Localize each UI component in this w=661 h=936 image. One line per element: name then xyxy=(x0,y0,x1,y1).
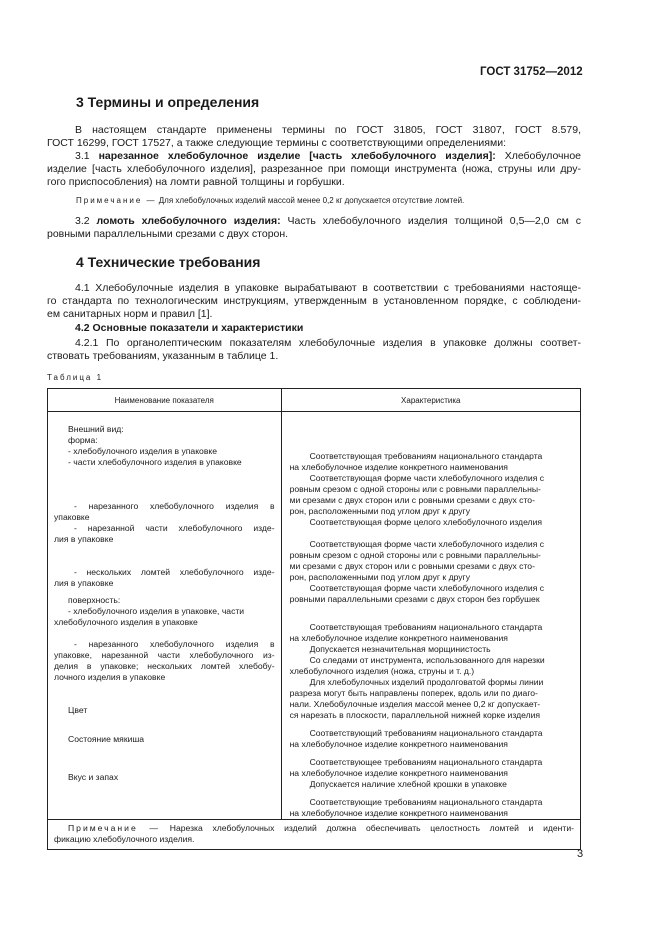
r8-right-0: Соответствующий требованиям национального стандарта xyxy=(309,728,543,738)
r1-left-2: - хлебобулочного изделия в упаковке xyxy=(68,446,218,456)
section-3-body xyxy=(47,124,581,189)
r9-right-2: Допускается наличие хлебной крошки в упаковке xyxy=(309,779,507,789)
organoleptic-table xyxy=(47,388,581,850)
r10-right-1: на хлебобулочное изделие конкретного наименования xyxy=(289,808,508,818)
term-3-2-line-1 xyxy=(47,215,581,228)
section-3-title: 3 Термины и определения xyxy=(76,94,260,110)
page-number: 3 xyxy=(577,848,584,860)
r5-right-0: Соответствующая форме части хлебобулочного изделия с xyxy=(309,583,545,593)
term-3-2-line-2: ровными параллельными срезами с двух сторон. xyxy=(47,228,289,240)
term-3-2-number: 3.2 xyxy=(75,215,90,227)
r4-right-0: Соответствующая форме части хлебобулочного изделия с xyxy=(309,539,545,549)
subsection-4-2-title: 4.2 Основные показатели и характеристики xyxy=(75,322,304,334)
note-text: Для хлебобулочных изделий массой менее 0,2 кг допускается отсутствие ломтей. xyxy=(158,196,465,205)
term-3-1-number: 3.1 xyxy=(75,150,90,162)
term-3-1-line-3: гого приспособления) на ломти равной толщины и горбушки. xyxy=(47,176,345,188)
term-3-2-definition-start: Часть хлебобулочного изделия толщиной 0,5—2,0 см с xyxy=(287,215,582,227)
r7-left-3: лочного изделия в упаковке xyxy=(54,672,166,682)
section-3-note xyxy=(76,195,464,206)
table-note-label: Примечание — xyxy=(68,823,161,833)
intro-line-1: В настоящем стандарте применены термины по ГОСТ 31805, ГОСТ 31807, ГОСТ 8.579, xyxy=(75,124,581,136)
r5-left-1: лия в упаковке xyxy=(54,578,114,588)
r7-left-2: делия в упаковке; нескольких ломтей хлебобу- xyxy=(54,661,275,671)
table-right-column xyxy=(281,412,580,820)
r1-right-0: Соответствующая требованиям национального стандарта xyxy=(309,451,543,461)
r4-right-1: ровным срезом с одной стороны или с ровными параллельны- xyxy=(289,550,541,560)
r6-left-0: поверхность: xyxy=(68,595,121,605)
r4-right-2: ми срезами с двух сторон или с ровными срезами с двух сто- xyxy=(289,561,535,571)
r3-right: Соответствующая форме целого хлебобулочного изделия xyxy=(309,517,543,527)
table-header-row xyxy=(48,389,581,412)
table-left-column xyxy=(48,412,282,820)
r10-left: Вкус и запах xyxy=(68,772,119,782)
r7-right-0: Со следами от инструмента, использованного для нарезки xyxy=(309,655,545,665)
r6-right-0: Соответствующая требованиям национального стандарта xyxy=(309,622,543,632)
r2-left: - части хлебобулочного изделия в упаковке xyxy=(68,457,242,467)
table-note-text: Нарезка хлебобулочных изделий должна обеспечивать целостность ломтей и иденти- xyxy=(169,823,575,833)
r1-left-0: Внешний вид: xyxy=(68,424,124,434)
r6-right-1: на хлебобулочное изделие конкретного наименования xyxy=(289,633,508,643)
p41-line-3: ем санитарных норм и правил [1]. xyxy=(47,308,213,320)
r2-right-0: Соответствующая форме части хлебобулочного изделия с xyxy=(309,473,545,483)
table-body-row xyxy=(48,412,581,820)
r7-right-3: разреза могут быть направлены поперек, вдоль или по диаго- xyxy=(289,688,538,698)
column-header-indicator: Наименование показателя xyxy=(48,389,282,412)
r1-left-1: форма: xyxy=(68,435,98,445)
r4-left-0: - нарезанной части хлебобулочного изде- xyxy=(74,523,275,533)
r7-right-5: ся нарезать в плоскости, параллельной нижней корке изделия xyxy=(289,710,541,720)
table-note-line-2: фикацию хлебобулочного изделия. xyxy=(54,834,195,844)
r7-left-1: упаковке, нарезанной части хлебобулочного из- xyxy=(54,650,275,660)
term-3-1-line-2: изделие [часть хлебобулочного изделия], разрезанное при помощи инструмента (ножа, струны или дру- xyxy=(47,163,581,175)
r1-right-1: на хлебобулочное изделие конкретного наименования xyxy=(289,462,508,472)
r5-right-1: ровными параллельными срезами с двух сторон без горбушек xyxy=(289,594,540,604)
r8-left: Цвет xyxy=(68,705,88,715)
document-header-id: ГОСТ 31752—2012 xyxy=(480,66,583,78)
r3-left-1: упаковке xyxy=(54,512,90,522)
term-3-1-line-1 xyxy=(47,150,581,163)
term-3-1-definition-start: Хлебобулочное xyxy=(504,150,581,162)
term-3-2-term: ломоть хлебобулочного изделия: xyxy=(96,215,281,227)
r2-right-1: ровным срезом с одной стороны или с ровными параллельны- xyxy=(289,484,541,494)
r9-left: Состояние мякиша xyxy=(68,734,145,744)
r9-right-0: Соответствующее требованиям национального стандарта xyxy=(309,757,543,767)
p421-line-2: ствовать требованиям, указанным в таблице 1. xyxy=(47,350,279,362)
r10-right-0: Соответствующие требованиям национального стандарта xyxy=(309,797,543,807)
r4-left-1: лия в упаковке xyxy=(54,534,114,544)
table-note-line-1 xyxy=(54,823,574,834)
p421-line-1: 4.2.1 По органолептическим показателям хлебобулочные изделия в упаковке должны соответ- xyxy=(75,337,581,349)
r6-left-1: - хлебобулочного изделия в упаковке, части xyxy=(68,606,245,616)
table-note-row xyxy=(48,820,581,850)
column-header-characteristic: Характеристика xyxy=(281,389,580,412)
p41-line-2: го стандарта по технологическим инструкциям, утвержденным в установленном порядке, с соблюдени- xyxy=(47,295,581,307)
r2-right-3: рон, расположенными под углом друг к другу xyxy=(289,506,470,516)
r5-left-0: - нескольких ломтей хлебобулочного изде- xyxy=(74,567,275,577)
p41-line-1: 4.1 Хлебобулочные изделия в упаковке вырабатывают в соответствии с требованиями настояще- xyxy=(75,282,581,294)
r6-right-2: Допускается незначительная морщинистость xyxy=(309,644,491,654)
r4-right-3: рон, расположенными под углом друг к другу xyxy=(289,572,470,582)
r9-right-1: на хлебобулочное изделие конкретного наименования xyxy=(289,768,508,778)
r7-right-4: нали. Хлебобулочные изделия массой менее 0,2 кг допускает- xyxy=(289,699,541,709)
section-4-title: 4 Технические требования xyxy=(76,254,261,270)
r7-left-0: - нарезанного хлебобулочного изделия в xyxy=(74,639,275,649)
r7-right-1: хлебобулочного изделия (ножа, струны и т. д.) xyxy=(289,666,475,676)
note-label: Примечание — xyxy=(76,196,157,205)
term-3-1-term: нарезанное хлебобулочное изделие [часть хлебобулочного изделия]: xyxy=(98,150,496,162)
term-3-2 xyxy=(47,215,581,241)
intro-line-2: ГОСТ 16299, ГОСТ 17527, а также следующие термины с соответствующими определениями: xyxy=(47,137,506,149)
r8-right-1: на хлебобулочное изделие конкретного наименования xyxy=(289,739,508,749)
r2-right-2: ми срезами с двух сторон или с ровными срезами с двух сто- xyxy=(289,495,535,505)
table-note-cell xyxy=(48,820,581,850)
table-caption: Таблица 1 xyxy=(47,373,104,382)
r6-left-2: хлебобулочного изделия в упаковке xyxy=(54,617,198,627)
r3-left-0: - нарезанного хлебобулочного изделия в xyxy=(74,501,275,511)
r7-right-2: Для хлебобулочных изделий продолговатой формы линии xyxy=(309,677,544,687)
section-4-body xyxy=(47,282,581,363)
